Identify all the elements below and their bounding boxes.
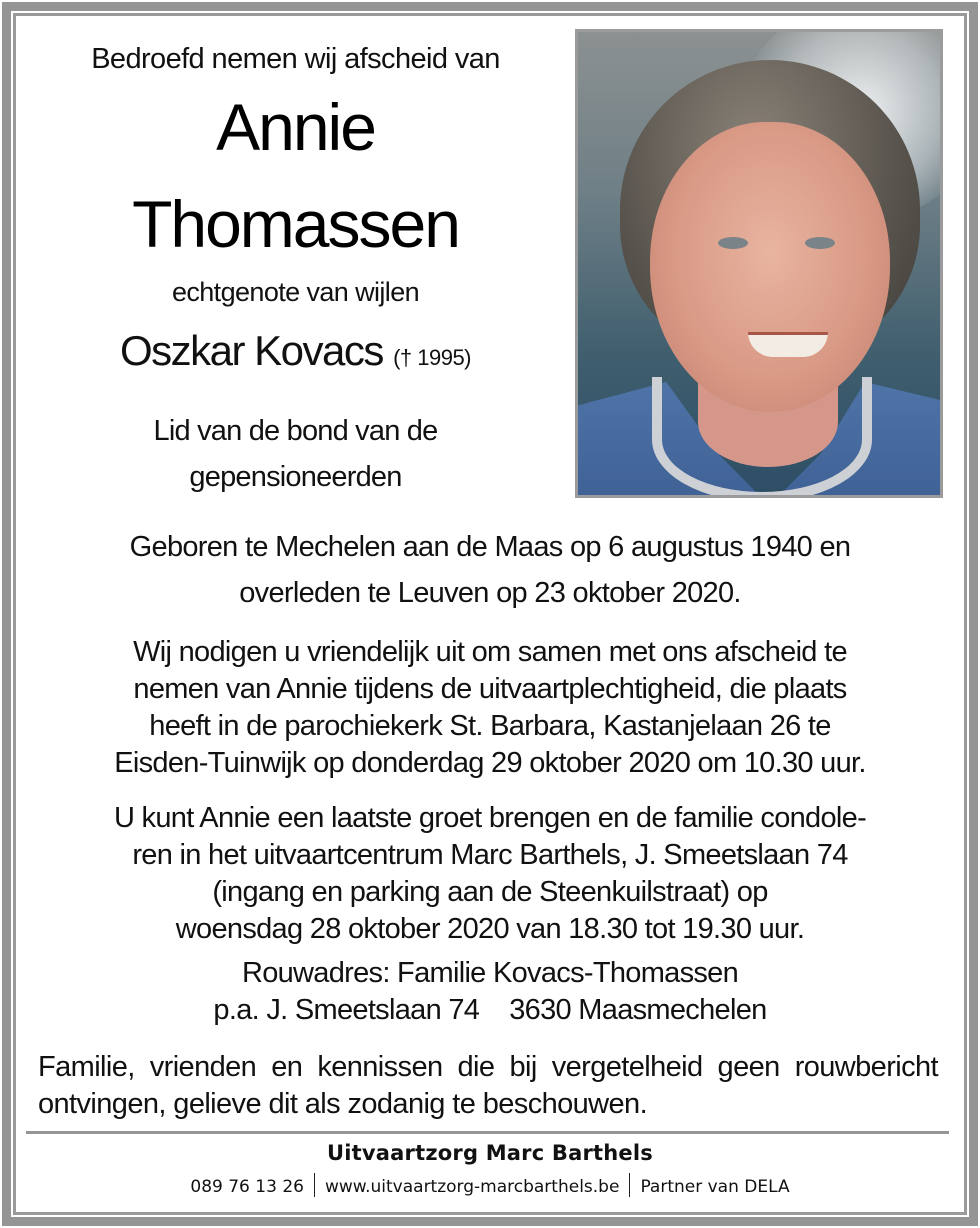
deceased-last-name: Thomassen xyxy=(132,187,459,261)
photo-smile xyxy=(748,332,828,357)
condolence-line: (ingang en parking aan de Steenkuilstraat) op xyxy=(212,876,768,908)
separator xyxy=(629,1173,630,1197)
spouse-label: echtgenote van wijlen xyxy=(171,277,420,307)
footer-divider xyxy=(26,1131,949,1134)
deceased-first-name: Annie xyxy=(216,90,375,164)
funeral-home-partner: Partner van DELA xyxy=(640,1177,790,1197)
membership-text xyxy=(18,408,573,500)
funeral-home-website-link[interactable]: www.uitvaartzorg-marcbarthels.be xyxy=(324,1177,620,1197)
mourning-address xyxy=(18,955,962,1029)
funeral-invitation-paragraph xyxy=(18,634,962,782)
separator xyxy=(314,1173,315,1197)
spouse-name-line xyxy=(18,326,573,383)
portrait-photo xyxy=(575,29,943,498)
notice-paragraph: Familie, vrienden en kennissen die bij vergetelheid geen rouwbericht ontvingen, gelieve dit als zodanig te beschouwen. xyxy=(38,1051,938,1120)
invitation-line: nemen van Annie tijdens de uitvaartplechtigheid, die plaats xyxy=(133,673,847,705)
mourning-address-line xyxy=(18,992,962,1029)
membership-line-2: gepensioneerden xyxy=(189,461,402,493)
intro-text: Bedroefd nemen wij afscheid van xyxy=(91,43,500,75)
membership-line-1: Lid van de bond van de xyxy=(153,415,438,447)
condolence-line: U kunt Annie een laatste groet brengen en de familie condole- xyxy=(113,802,867,834)
funeral-home-contact xyxy=(18,1173,962,1197)
photo-left-eye xyxy=(718,237,748,249)
funeral-home-phone[interactable]: 089 76 13 26 xyxy=(190,1177,304,1197)
mourning-address-family: Rouwadres: Familie Kovacs-Thomassen xyxy=(241,957,739,989)
birth-death-paragraph xyxy=(18,524,962,616)
condolence-paragraph xyxy=(18,800,962,948)
birth-line: Geboren te Mechelen aan de Maas op 6 augustus 1940 en xyxy=(129,531,851,563)
condolence-line: ren in het uitvaartcentrum Marc Barthels, J. Smeetslaan 74 xyxy=(132,839,848,871)
photo-face xyxy=(650,122,890,412)
invitation-line: Eisden-Tuinwijk op donderdag 29 oktober 2020 om 10.30 uur. xyxy=(114,747,866,779)
mourning-address-city: 3630 Maasmechelen xyxy=(509,994,767,1026)
mourning-address-street: p.a. J. Smeetslaan 74 xyxy=(213,994,480,1026)
death-line: overleden te Leuven op 23 oktober 2020. xyxy=(239,577,741,609)
photo-right-eye xyxy=(805,237,835,249)
condolence-line: woensdag 28 oktober 2020 van 18.30 tot 19.30 uur. xyxy=(175,913,805,945)
invitation-line: heeft in de parochiekerk St. Barbara, Kastanjelaan 26 te xyxy=(149,710,831,742)
funeral-home-name: Uitvaartzorg Marc Barthels xyxy=(327,1141,653,1165)
invitation-line: Wij nodigen u vriendelijk uit om samen met ons afscheid te xyxy=(133,636,847,668)
spouse-name: Oszkar Kovacs xyxy=(119,327,383,374)
spouse-death-year: († 1995) xyxy=(393,345,472,370)
